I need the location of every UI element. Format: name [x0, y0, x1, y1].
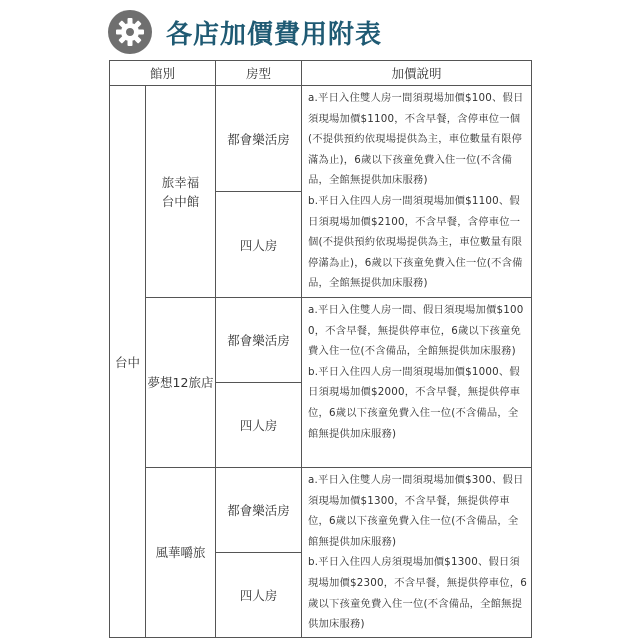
note-b: b.平日入住四人房一間須現場加價$1000、假日須現場加價$2000，不含早餐，無提供停車位，6歲以下孩童免費入住一位(不含備品，全館無提供加床服務)	[308, 365, 521, 440]
room-type: 四人房	[216, 192, 302, 298]
table-row	[110, 468, 532, 553]
desc-cell	[302, 298, 532, 468]
hotel-name-1-text: 旅幸福 台中館	[161, 174, 200, 209]
city-cell: 台中	[110, 86, 146, 638]
price-table	[109, 60, 532, 638]
room-type: 都會樂活房	[216, 468, 302, 553]
room-type: 四人房	[216, 383, 302, 468]
page-header	[108, 10, 382, 54]
desc-cell	[302, 468, 532, 638]
hotel-name-3: 風華嚼旅	[146, 468, 216, 638]
gear-icon-glyph	[113, 15, 147, 49]
table-row	[110, 298, 532, 383]
page-title: 各店加價費用附表	[166, 19, 383, 50]
header-desc: 加價說明	[302, 61, 532, 86]
gear-icon	[108, 10, 152, 54]
room-type: 都會樂活房	[216, 86, 302, 192]
desc-cell	[302, 86, 532, 298]
header-room: 房型	[216, 61, 302, 86]
room-type: 四人房	[216, 553, 302, 638]
note-b: b.平日入住四人房一間須現場加價$1100、假日須現場加價$2100，不含早餐，含停車位一個(不提供預約依現場提供為主，車位數量有限停滿為止)，6歲以下孩童免費入住一位(不含備品，全館無提供加床服務)	[308, 194, 523, 290]
note-a: a.平日入住雙人房一間須現場加價$100、假日須現場加價$1100，不含早餐，含停車位一個(不提供預約依現場提供為主，車位數量有限停滿為止)，6歲以下孩童免費入住一位(不含備品，全館無提供加床服務)	[308, 92, 524, 187]
hotel-name-1	[146, 86, 216, 298]
note-b: b.平日入住四人房須現場加價$1300、假日須現場加價$2300，不含早餐，無提供停車位，6歲以下孩童免費入住一位(不含備品，全館無提供加床服務)	[308, 556, 527, 631]
note-a: a.平日入住雙人房一間、假日須現場加價$1000，不含早餐，無提供停車位，6歲以下孩童免費入住一位(不含備品，全館無提供加床服務)	[308, 304, 524, 358]
header-hotel: 館別	[110, 61, 216, 86]
room-type: 都會樂活房	[216, 298, 302, 383]
hotel-name-2: 夢想12旅店	[146, 298, 216, 468]
note-a: a.平日入住雙人房一間須現場加價$300、假日須現場加價$1300，不含早餐，無提供停車位，6歲以下孩童免費入住一位(不含備品，全館無提供加床服務)	[308, 474, 524, 548]
table-row	[110, 86, 532, 192]
table-header-row	[110, 61, 532, 86]
